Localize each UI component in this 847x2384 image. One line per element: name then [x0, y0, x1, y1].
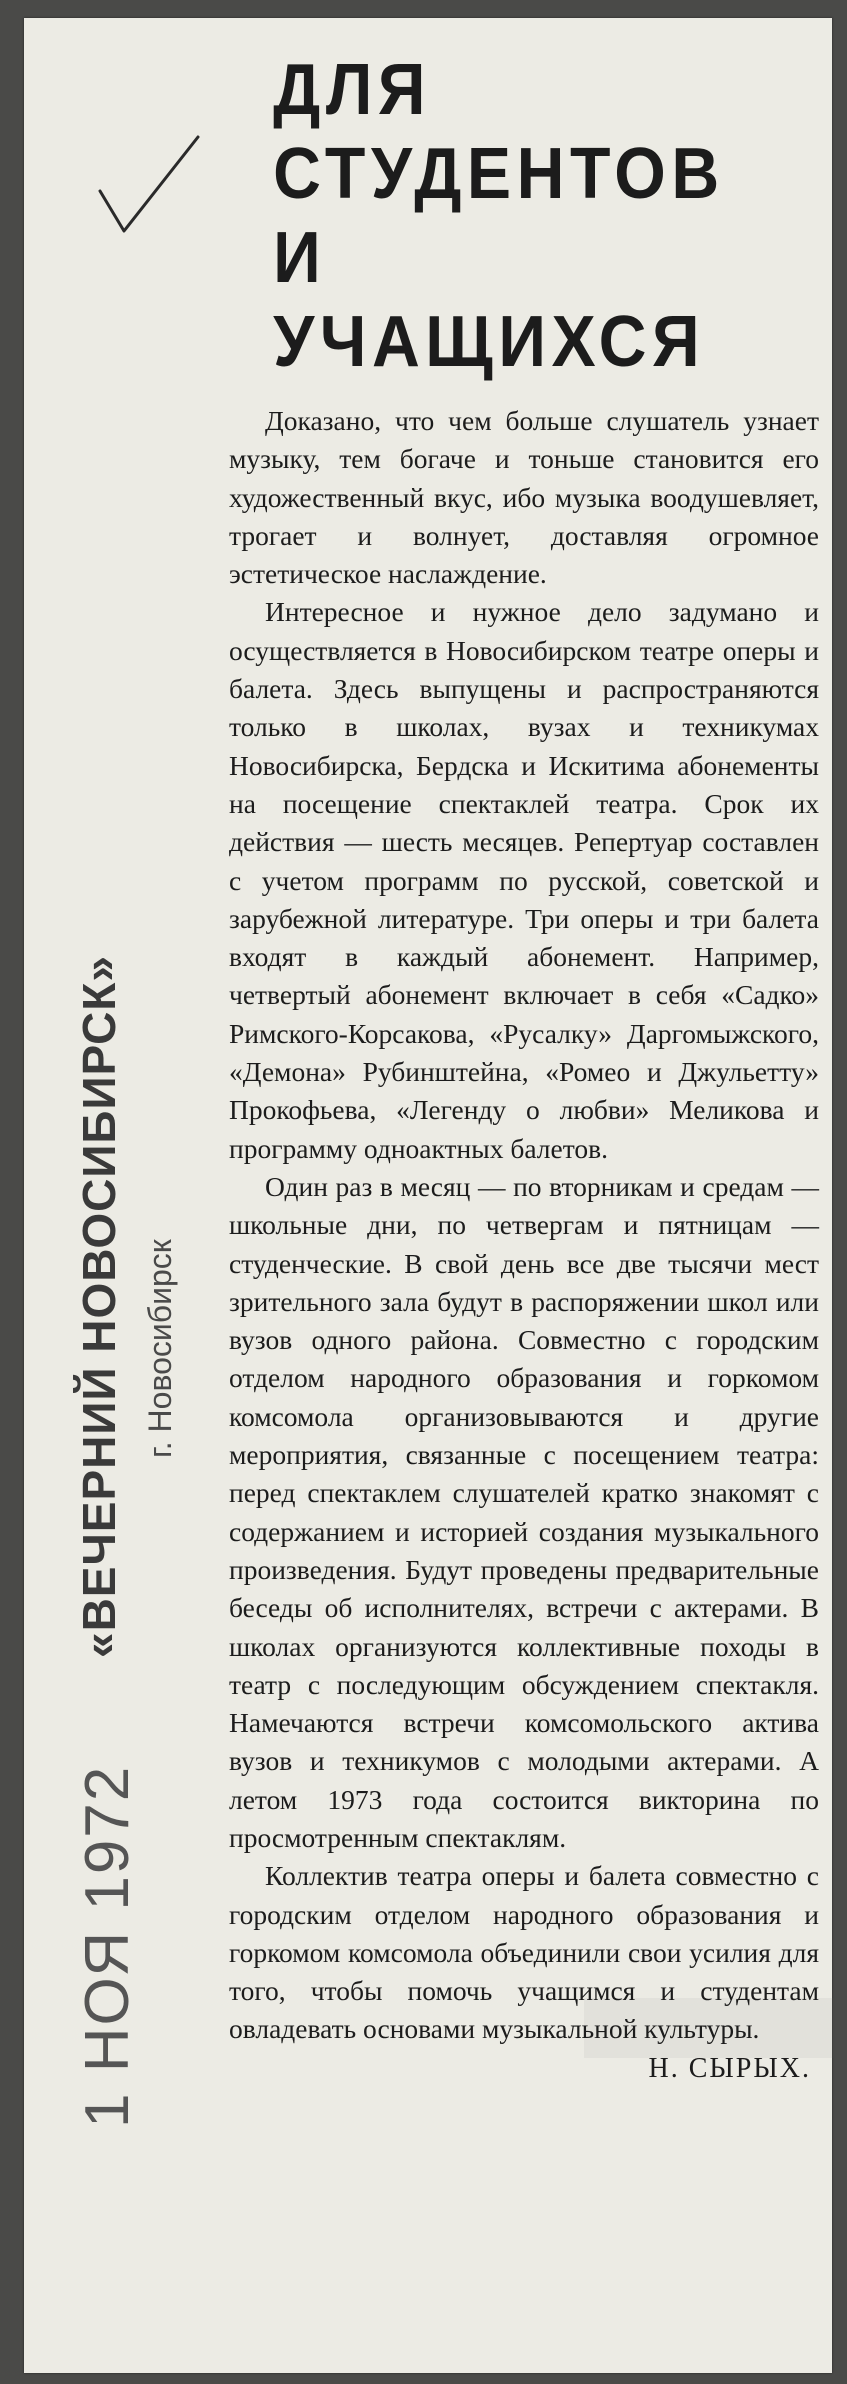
stamp-newspaper-name: «ВЕЧЕРНИЙ НОВОСИБИРСК»: [73, 955, 125, 1658]
article: [229, 48, 819, 2085]
article-paragraph: Один раз в месяц — по вторникам и средам — школьные дни, по четвергам и пятницам — студенческие. В свой день все две тысячи мест зрительного зала будут в распоряжении школ или вузов одного района. Совместно с городским отделом народного образования и горкомом комсомола организовываются и другие мероприятия, связанные с посещением театра: перед спектаклем слушателей кратко знакомят с содержанием и историей создания музыкального произведения. Будут проведены предварительные беседы об исполнителях, встречи с актерами. В школах организуются коллективные походы в театр с последующим обсуждением спектакля. Намечаются встречи комсомольского актива вузов и техникумов с молодыми актерами. А летом 1973 года состоится викторина по просмотренным спектаклям.: [229, 1170, 819, 1853]
article-paragraph: Интересное и нужное дело задумано и осуществляется в Новосибирском театре оперы и балета. Здесь выпущены и распространяются только в школах, вузах и техникумах Новосибирска, Бердска и Искитима абонементы на посещение спектаклей театра. Срок их действия — шесть месяцев. Репертуар составлен с учетом программ по русской, советской и зарубежной литературе. Три оперы и три балета входят в каждый абонемент. Например, четвертый абонемент включает в себя «Садко» Римского-Корсакова, «Русалку» Даргомыжского, «Демона» Рубинштейна, «Ромео и Джульетту» Прокофьева, «Легенду о любви» Меликова и программу одноактных балетов.: [229, 596, 819, 1164]
article-author: Н. СЫРЫХ.: [648, 2052, 811, 2084]
stamp-date: 1 НОЯ 1972: [73, 1764, 142, 2128]
headline-line-2: И УЧАЩИХСЯ: [273, 218, 706, 382]
article-body: [229, 402, 819, 2049]
headline-line-1: ДЛЯ СТУДЕНТОВ: [273, 50, 725, 214]
article-paragraph: Доказано, что чем больше слушатель узнает музыку, тем богаче и тоньше становится его художественный вкус, ибо музыка воодушевляет, трогает и волнует, доставляя огромное эстетическое наслаждение.: [229, 405, 819, 590]
newspaper-clipping: [24, 18, 832, 2373]
archive-stamp: [24, 18, 224, 2373]
stamp-city: г. Новосибирск: [142, 1239, 178, 1458]
check-mark-icon: [94, 133, 204, 243]
article-paragraph: Коллектив театра оперы и балета совместно с городским отделом народного образования и горкомом комсомола объединили свои усилия для того, чтобы помочь учащимся и студентам овладевать основами музыкальной культуры.: [229, 1860, 819, 2045]
article-headline: [229, 48, 772, 384]
